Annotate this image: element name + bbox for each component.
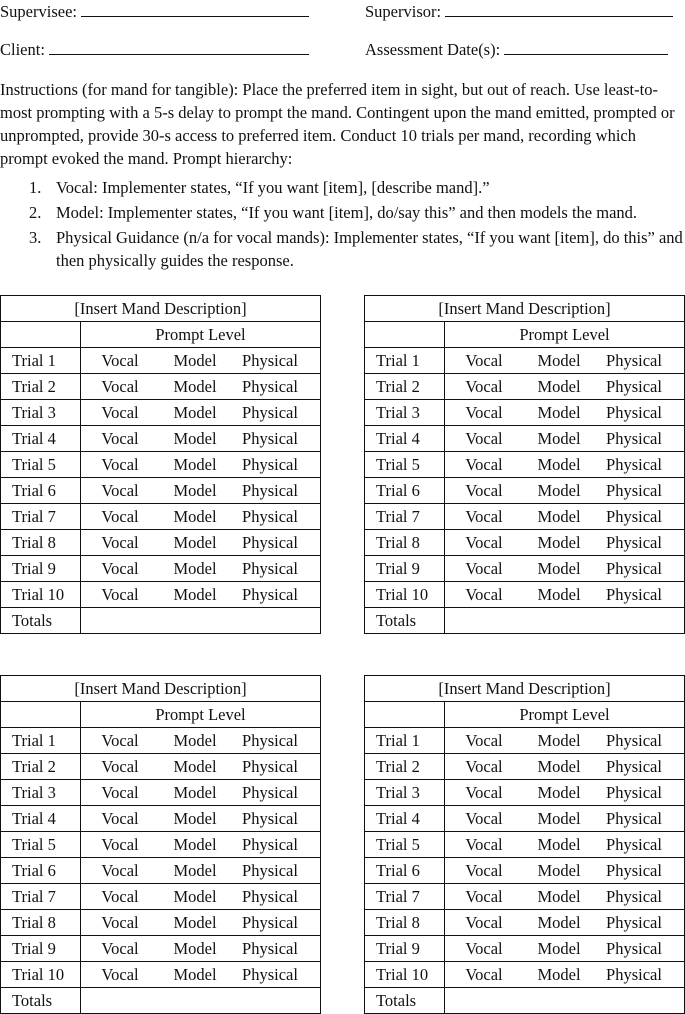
vocal-option[interactable]: Vocal [101, 809, 139, 828]
vocal-option[interactable]: Vocal [101, 377, 139, 396]
trial-label: Trial 7 [365, 504, 445, 530]
prompt-levels [445, 936, 685, 962]
model-option[interactable]: Model [173, 965, 217, 984]
trial-label: Trial 3 [1, 400, 81, 426]
trial-row-6 [365, 478, 685, 504]
blank-cell [365, 702, 445, 728]
physical-option[interactable]: Physical [242, 913, 298, 932]
assessment-date-label: Assessment Date(s): [365, 40, 501, 59]
prompt-levels [445, 754, 685, 780]
vocal-option[interactable]: Vocal [465, 455, 503, 474]
vocal-option[interactable]: Vocal [465, 507, 503, 526]
model-option[interactable]: Model [537, 507, 581, 526]
trial-label: Trial 9 [365, 556, 445, 582]
trial-label: Trial 5 [1, 452, 81, 478]
vocal-option[interactable]: Vocal [465, 403, 503, 422]
physical-option[interactable]: Physical [242, 559, 298, 578]
totals-label: Totals [365, 608, 445, 634]
model-option[interactable]: Model [173, 913, 217, 932]
totals-label: Totals [1, 608, 81, 634]
trial-label: Trial 7 [365, 884, 445, 910]
trial-row-8 [365, 910, 685, 936]
prompt-levels [445, 910, 685, 936]
client-field [0, 40, 309, 60]
vocal-option[interactable]: Vocal [101, 533, 139, 552]
vocal-option[interactable]: Vocal [465, 533, 503, 552]
supervisor-field [365, 2, 673, 22]
physical-option[interactable]: Physical [606, 835, 662, 854]
physical-option[interactable]: Physical [606, 939, 662, 958]
model-option[interactable]: Model [173, 533, 217, 552]
totals-cell[interactable] [445, 988, 685, 1014]
trial-label: Trial 1 [365, 348, 445, 374]
assessment-date-line[interactable] [504, 54, 668, 55]
trial-label: Trial 3 [365, 400, 445, 426]
trial-row-2 [1, 754, 321, 780]
model-option[interactable]: Model [173, 455, 217, 474]
trial-row-6 [1, 858, 321, 884]
trial-row-7 [1, 504, 321, 530]
prompt-levels [81, 728, 321, 754]
physical-option[interactable]: Physical [606, 783, 662, 802]
prompt-levels [445, 374, 685, 400]
physical-option[interactable]: Physical [242, 377, 298, 396]
prompt-levels [81, 452, 321, 478]
model-option[interactable]: Model [537, 861, 581, 880]
physical-option[interactable]: Physical [606, 965, 662, 984]
physical-option[interactable]: Physical [242, 757, 298, 776]
prompt-number: 3. [29, 228, 42, 247]
trial-label: Trial 8 [365, 910, 445, 936]
vocal-option[interactable]: Vocal [465, 861, 503, 880]
prompt-levels [445, 504, 685, 530]
model-option[interactable]: Model [173, 861, 217, 880]
physical-option[interactable]: Physical [606, 861, 662, 880]
prompt-levels [81, 530, 321, 556]
vocal-option[interactable]: Vocal [101, 939, 139, 958]
prompt-levels [445, 962, 685, 988]
prompt-levels [81, 936, 321, 962]
prompt-levels [81, 754, 321, 780]
prompt-levels [81, 478, 321, 504]
prompt-levels [445, 530, 685, 556]
physical-option[interactable]: Physical [242, 809, 298, 828]
trial-label: Trial 10 [1, 962, 81, 988]
model-option[interactable]: Model [537, 559, 581, 578]
physical-option[interactable]: Physical [242, 481, 298, 500]
physical-option[interactable]: Physical [606, 429, 662, 448]
model-option[interactable]: Model [537, 731, 581, 750]
vocal-option[interactable]: Vocal [101, 731, 139, 750]
trial-row-2 [365, 374, 685, 400]
trial-label: Trial 9 [1, 556, 81, 582]
trial-label: Trial 6 [1, 858, 81, 884]
totals-label: Totals [1, 988, 81, 1014]
trial-label: Trial 6 [365, 478, 445, 504]
vocal-option[interactable]: Vocal [465, 939, 503, 958]
trial-label: Trial 6 [1, 478, 81, 504]
trial-row-6 [1, 478, 321, 504]
trial-label: Trial 8 [1, 910, 81, 936]
trial-label: Trial 5 [1, 832, 81, 858]
physical-option[interactable]: Physical [606, 481, 662, 500]
model-option[interactable]: Model [173, 559, 217, 578]
model-option[interactable]: Model [537, 913, 581, 932]
vocal-option[interactable]: Vocal [465, 585, 503, 604]
trial-label: Trial 6 [365, 858, 445, 884]
prompt-levels [445, 348, 685, 374]
prompt-levels [445, 884, 685, 910]
mand-description[interactable]: [Insert Mand Description] [1, 676, 321, 702]
vocal-option[interactable]: Vocal [101, 559, 139, 578]
prompt-levels [81, 962, 321, 988]
supervisee-label: Supervisee: [0, 2, 77, 21]
trial-row-4 [365, 806, 685, 832]
physical-option[interactable]: Physical [606, 887, 662, 906]
blank-cell [1, 322, 81, 348]
vocal-option[interactable]: Vocal [465, 965, 503, 984]
prompt-level-header: Prompt Level [81, 322, 321, 348]
prompt-levels [445, 806, 685, 832]
prompt-levels [81, 426, 321, 452]
vocal-option[interactable]: Vocal [465, 809, 503, 828]
supervisor-line[interactable] [445, 16, 673, 17]
trial-row-3 [1, 780, 321, 806]
prompt-levels [445, 400, 685, 426]
prompt-levels [81, 504, 321, 530]
physical-option[interactable]: Physical [242, 965, 298, 984]
physical-option[interactable]: Physical [242, 861, 298, 880]
trial-label: Trial 2 [365, 374, 445, 400]
trial-row-1 [365, 348, 685, 374]
model-option[interactable]: Model [537, 835, 581, 854]
vocal-option[interactable]: Vocal [101, 403, 139, 422]
prompt-levels [81, 374, 321, 400]
model-option[interactable]: Model [537, 455, 581, 474]
trial-row-9 [365, 556, 685, 582]
model-option[interactable]: Model [537, 809, 581, 828]
trial-label: Trial 4 [365, 806, 445, 832]
physical-option[interactable]: Physical [606, 377, 662, 396]
trial-row-10 [365, 582, 685, 608]
vocal-option[interactable]: Vocal [465, 757, 503, 776]
supervisee-line[interactable] [81, 16, 309, 17]
prompt-levels [81, 582, 321, 608]
model-option[interactable]: Model [173, 403, 217, 422]
prompt-levels [81, 858, 321, 884]
trial-label: Trial 3 [365, 780, 445, 806]
vocal-option[interactable]: Vocal [101, 913, 139, 932]
prompt-levels [445, 452, 685, 478]
prompt-levels [81, 400, 321, 426]
vocal-option[interactable]: Vocal [465, 835, 503, 854]
model-option[interactable]: Model [173, 507, 217, 526]
trial-row-2 [365, 754, 685, 780]
model-option[interactable]: Model [173, 835, 217, 854]
supervisee-field [0, 2, 309, 22]
trial-row-10 [1, 582, 321, 608]
prompt-levels [81, 348, 321, 374]
trial-label: Trial 3 [1, 780, 81, 806]
physical-option[interactable]: Physical [242, 783, 298, 802]
prompt-levels [81, 780, 321, 806]
vocal-option[interactable]: Vocal [101, 757, 139, 776]
model-option[interactable]: Model [537, 533, 581, 552]
vocal-option[interactable]: Vocal [101, 585, 139, 604]
trial-row-4 [365, 426, 685, 452]
model-option[interactable]: Model [173, 783, 217, 802]
prompt-hierarchy-list [0, 176, 683, 274]
model-option[interactable]: Model [173, 809, 217, 828]
trial-label: Trial 10 [365, 582, 445, 608]
model-option[interactable]: Model [173, 351, 217, 370]
prompt-text: Model: Implementer states, “If you want [item], do/say this” and then models the mand. [56, 203, 638, 222]
physical-option[interactable]: Physical [242, 429, 298, 448]
totals-label: Totals [365, 988, 445, 1014]
vocal-option[interactable]: Vocal [101, 965, 139, 984]
physical-option[interactable]: Physical [606, 455, 662, 474]
trial-row-9 [365, 936, 685, 962]
trial-label: Trial 1 [365, 728, 445, 754]
mand-description[interactable]: [Insert Mand Description] [365, 676, 685, 702]
mand-table-4 [364, 675, 685, 1014]
model-option[interactable]: Model [173, 939, 217, 958]
trial-row-5 [365, 832, 685, 858]
blank-cell [365, 322, 445, 348]
model-option[interactable]: Model [537, 403, 581, 422]
trial-row-5 [365, 452, 685, 478]
physical-option[interactable]: Physical [606, 585, 662, 604]
physical-option[interactable]: Physical [606, 507, 662, 526]
mand-description[interactable]: [Insert Mand Description] [365, 296, 685, 322]
client-label: Client: [0, 40, 45, 59]
prompt-item-vocal [0, 176, 683, 199]
trial-label: Trial 4 [365, 426, 445, 452]
assessment-date-field [365, 40, 668, 60]
trial-label: Trial 10 [365, 962, 445, 988]
model-option[interactable]: Model [537, 783, 581, 802]
physical-option[interactable]: Physical [606, 351, 662, 370]
model-option[interactable]: Model [173, 757, 217, 776]
mand-table-3 [0, 675, 321, 1014]
prompt-level-header: Prompt Level [445, 702, 685, 728]
trial-row-7 [1, 884, 321, 910]
trial-label: Trial 9 [365, 936, 445, 962]
model-option[interactable]: Model [537, 481, 581, 500]
totals-cell[interactable] [81, 608, 321, 634]
trial-label: Trial 5 [365, 452, 445, 478]
trial-row-7 [365, 504, 685, 530]
vocal-option[interactable]: Vocal [101, 861, 139, 880]
prompt-levels [81, 832, 321, 858]
prompt-levels [445, 426, 685, 452]
model-option[interactable]: Model [537, 939, 581, 958]
model-option[interactable]: Model [537, 965, 581, 984]
vocal-option[interactable]: Vocal [465, 783, 503, 802]
mand-table-2 [364, 295, 685, 634]
supervisor-label: Supervisor: [365, 2, 442, 21]
trial-row-8 [1, 910, 321, 936]
physical-option[interactable]: Physical [242, 533, 298, 552]
trial-row-10 [365, 962, 685, 988]
vocal-option[interactable]: Vocal [101, 351, 139, 370]
vocal-option[interactable]: Vocal [465, 887, 503, 906]
model-option[interactable]: Model [173, 377, 217, 396]
vocal-option[interactable]: Vocal [101, 429, 139, 448]
vocal-option[interactable]: Vocal [465, 377, 503, 396]
prompt-levels [81, 884, 321, 910]
trial-label: Trial 5 [365, 832, 445, 858]
trial-label: Trial 7 [1, 884, 81, 910]
prompt-number: 2. [29, 203, 42, 222]
trial-row-8 [365, 530, 685, 556]
trial-label: Trial 2 [1, 374, 81, 400]
physical-option[interactable]: Physical [606, 731, 662, 750]
trial-row-6 [365, 858, 685, 884]
model-option[interactable]: Model [537, 757, 581, 776]
physical-option[interactable]: Physical [242, 585, 298, 604]
prompt-levels [445, 582, 685, 608]
trial-label: Trial 9 [1, 936, 81, 962]
trial-label: Trial 8 [365, 530, 445, 556]
prompt-level-header: Prompt Level [81, 702, 321, 728]
trial-row-5 [1, 832, 321, 858]
vocal-option[interactable]: Vocal [465, 429, 503, 448]
model-option[interactable]: Model [173, 887, 217, 906]
model-option[interactable]: Model [537, 585, 581, 604]
prompt-levels [445, 780, 685, 806]
physical-option[interactable]: Physical [242, 507, 298, 526]
prompt-number: 1. [29, 178, 42, 197]
vocal-option[interactable]: Vocal [465, 481, 503, 500]
trial-row-10 [1, 962, 321, 988]
vocal-option[interactable]: Vocal [101, 455, 139, 474]
model-option[interactable]: Model [537, 377, 581, 396]
prompt-text: Physical Guidance (n/a for vocal mands): Implementer states, “If you want [item], do this” and then physically guides the response. [56, 228, 683, 270]
vocal-option[interactable]: Vocal [101, 481, 139, 500]
vocal-option[interactable]: Vocal [101, 507, 139, 526]
trial-row-3 [365, 780, 685, 806]
trial-label: Trial 2 [1, 754, 81, 780]
trial-row-1 [1, 728, 321, 754]
physical-option[interactable]: Physical [606, 403, 662, 422]
trial-label: Trial 2 [365, 754, 445, 780]
trial-label: Trial 7 [1, 504, 81, 530]
prompt-levels [445, 556, 685, 582]
physical-option[interactable]: Physical [242, 731, 298, 750]
blank-cell [1, 702, 81, 728]
prompt-levels [445, 858, 685, 884]
trial-row-4 [1, 426, 321, 452]
prompt-levels [81, 910, 321, 936]
trial-row-9 [1, 556, 321, 582]
trial-label: Trial 4 [1, 806, 81, 832]
totals-cell[interactable] [81, 988, 321, 1014]
prompt-levels [81, 806, 321, 832]
vocal-option[interactable]: Vocal [101, 783, 139, 802]
physical-option[interactable]: Physical [606, 913, 662, 932]
physical-option[interactable]: Physical [606, 757, 662, 776]
prompt-levels [81, 556, 321, 582]
trial-label: Trial 1 [1, 348, 81, 374]
vocal-option[interactable]: Vocal [465, 559, 503, 578]
mand-description[interactable]: [Insert Mand Description] [1, 296, 321, 322]
trial-row-4 [1, 806, 321, 832]
trial-row-1 [365, 728, 685, 754]
physical-option[interactable]: Physical [242, 351, 298, 370]
prompt-text: Vocal: Implementer states, “If you want [item], [describe mand].” [56, 178, 490, 197]
physical-option[interactable]: Physical [242, 835, 298, 854]
physical-option[interactable]: Physical [242, 455, 298, 474]
prompt-levels [445, 478, 685, 504]
model-option[interactable]: Model [173, 585, 217, 604]
vocal-option[interactable]: Vocal [465, 913, 503, 932]
mand-table-1 [0, 295, 321, 634]
physical-option[interactable]: Physical [242, 939, 298, 958]
prompt-levels [445, 728, 685, 754]
prompt-item-physical [0, 226, 683, 272]
trial-row-1 [1, 348, 321, 374]
model-option[interactable]: Model [537, 351, 581, 370]
model-option[interactable]: Model [537, 887, 581, 906]
vocal-option[interactable]: Vocal [101, 835, 139, 854]
trial-label: Trial 8 [1, 530, 81, 556]
physical-option[interactable]: Physical [242, 887, 298, 906]
physical-option[interactable]: Physical [606, 533, 662, 552]
totals-cell[interactable] [445, 608, 685, 634]
trial-row-9 [1, 936, 321, 962]
vocal-option[interactable]: Vocal [465, 731, 503, 750]
physical-option[interactable]: Physical [606, 809, 662, 828]
trial-row-8 [1, 530, 321, 556]
model-option[interactable]: Model [173, 731, 217, 750]
trial-label: Trial 10 [1, 582, 81, 608]
prompt-level-header: Prompt Level [445, 322, 685, 348]
vocal-option[interactable]: Vocal [101, 887, 139, 906]
physical-option[interactable]: Physical [242, 403, 298, 422]
model-option[interactable]: Model [173, 429, 217, 448]
trial-label: Trial 1 [1, 728, 81, 754]
instructions-text: Instructions (for mand for tangible): Place the preferred item in sight, but out of reach. Use least-to-most prompting with a 5-s delay to prompt the mand. Contingent upon the mand emitted, prompted or unprompted, provide 30-s access to preferred item. Conduct 10 trials per mand, recording which prompt evoked the mand. Prompt hierarchy: [0, 80, 675, 168]
vocal-option[interactable]: Vocal [465, 351, 503, 370]
trial-label: Trial 4 [1, 426, 81, 452]
model-option[interactable]: Model [173, 481, 217, 500]
trial-row-2 [1, 374, 321, 400]
model-option[interactable]: Model [537, 429, 581, 448]
prompt-item-model [0, 201, 683, 224]
client-line[interactable] [49, 54, 309, 55]
physical-option[interactable]: Physical [606, 559, 662, 578]
trial-row-3 [1, 400, 321, 426]
trial-row-7 [365, 884, 685, 910]
prompt-levels [445, 832, 685, 858]
trial-row-5 [1, 452, 321, 478]
trial-row-3 [365, 400, 685, 426]
